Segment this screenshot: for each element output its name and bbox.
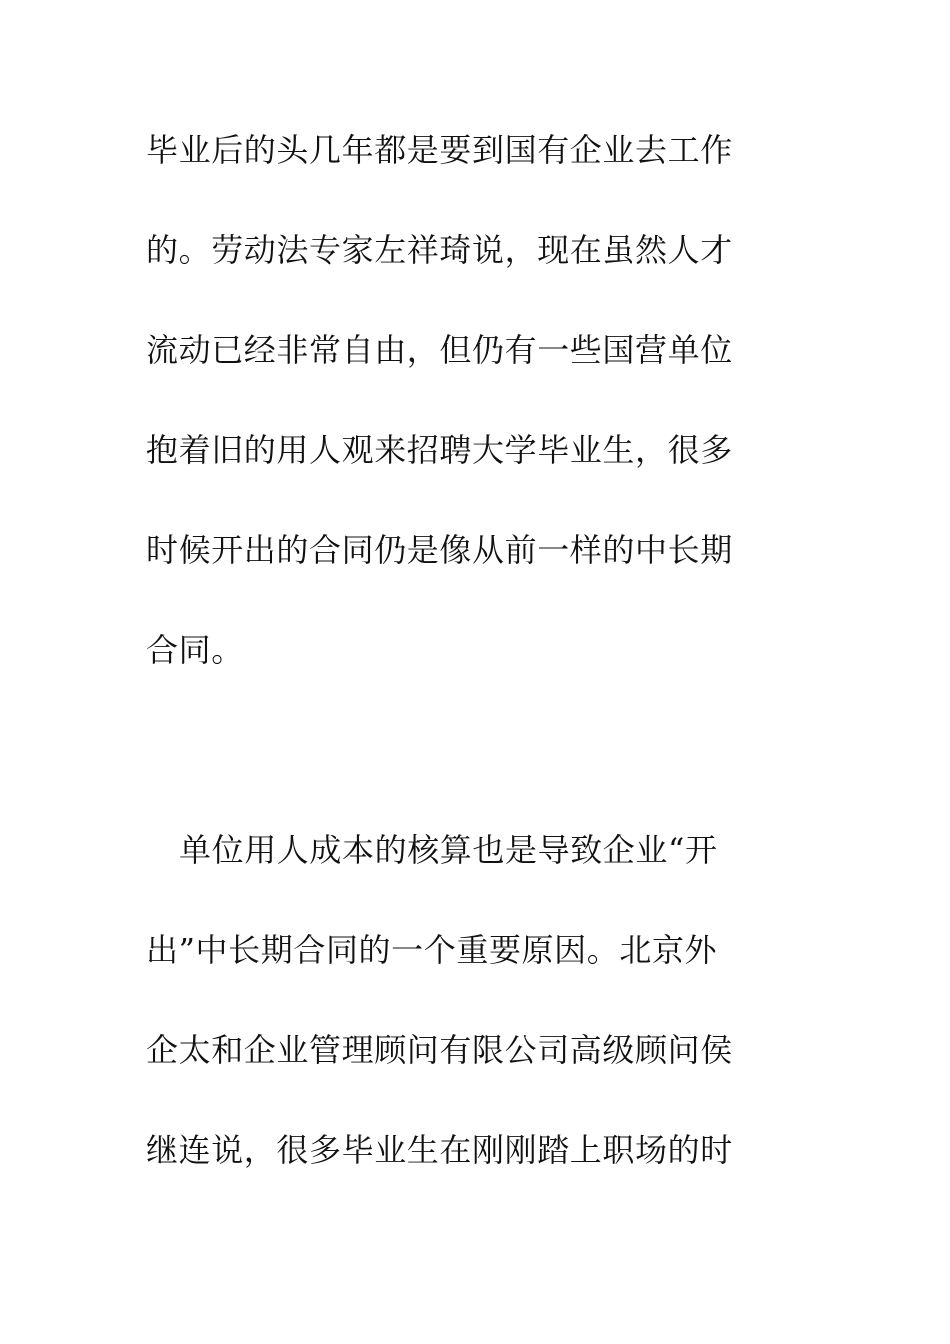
paragraph-1-line-4: 抱着旧的用人观来招聘大学毕业生，很多	[146, 431, 733, 469]
paragraph-2-line-3: 企太和企业管理顾问有限公司高级顾问侯	[146, 1031, 733, 1069]
paragraph-1-line-6: 合同。	[146, 631, 244, 669]
paragraph-1-line-5: 时候开出的合同仍是像从前一样的中长期	[146, 531, 733, 569]
paragraph-1-line-3: 流动已经非常自由，但仍有一些国营单位	[146, 331, 733, 369]
paragraph-2-line-4: 继连说，很多毕业生在刚刚踏上职场的时	[146, 1131, 733, 1169]
paragraph-2-line-1: 单位用人成本的核算也是导致企业“开	[179, 831, 718, 869]
paragraph-2-line-2: 出”中长期合同的一个重要原因。北京外	[146, 931, 718, 969]
paragraph-1-line-2: 的。劳动法专家左祥琦说，现在虽然人才	[146, 231, 733, 269]
paragraph-1-line-1: 毕业后的头几年都是要到国有企业去工作	[146, 131, 733, 169]
